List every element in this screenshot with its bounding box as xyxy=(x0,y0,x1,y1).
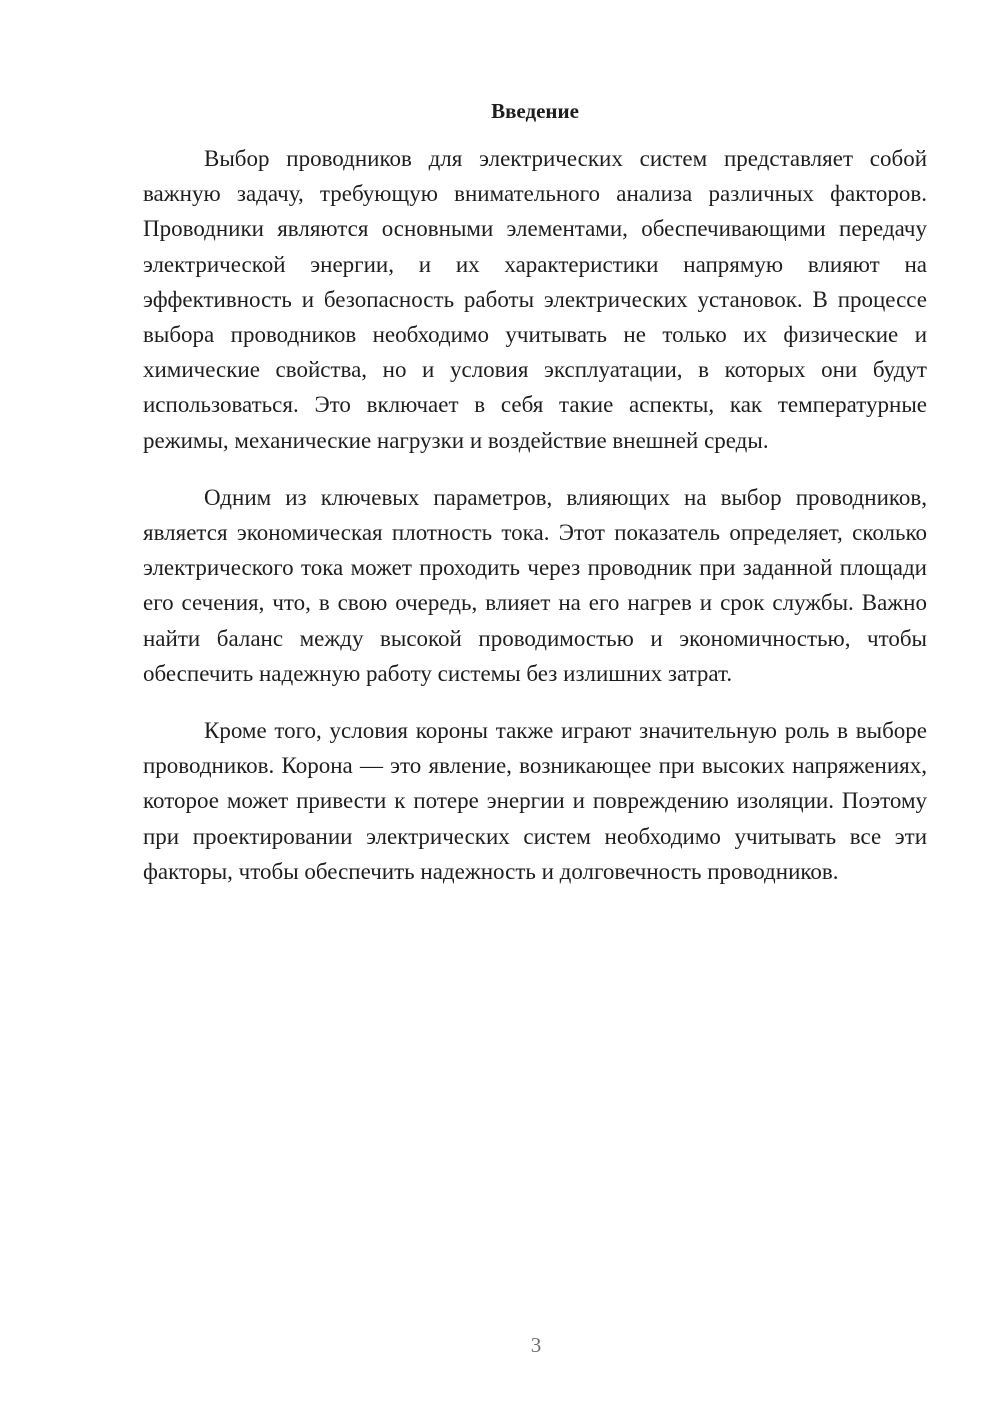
page-number: 3 xyxy=(530,1333,542,1357)
paragraph-corona: Кроме того, условия короны также играют значительную роль в выборе проводников. Корона — это явление, возникающее при высоких напряжениях, которое может привести к потере энергии и повреждению изоляции. Поэтому при проектировании электрических систем необходимо учитывать все эти факторы, чтобы обеспечить надежность и долговечность проводников. xyxy=(143,718,927,884)
paragraph-current-density: Одним из ключевых параметров, влияющих на выбор проводников, является экономическая плотность тока. Этот показатель определяет, сколько электрического тока может проходить через проводник при заданной площади его сечения, что, в свою очередь, влияет на его нагрев и срок службы. Важно найти баланс между высокой проводимостью и экономичностью, чтобы обеспечить надежную работу системы без излишних затрат. xyxy=(143,484,927,686)
paragraph-intro: Выбор проводников для электрических систем представляет собой важную задачу, требующую внимательного анализа различных факторов. Проводники являются основными элементами, обеспечивающими передачу электрической энергии, и их характеристики напрямую влияют на эффективность и безопасность работы электрических установок. В процессе выбора проводников необходимо учитывать не только их физические и химические свойства, но и условия эксплуатации, в которых они будут использоваться. Это включает в себя такие аспекты, как температурные режимы, механические нагрузки и воздействие внешней среды. xyxy=(143,146,927,453)
page-content xyxy=(143,95,927,889)
section-title: Введение xyxy=(491,99,579,123)
